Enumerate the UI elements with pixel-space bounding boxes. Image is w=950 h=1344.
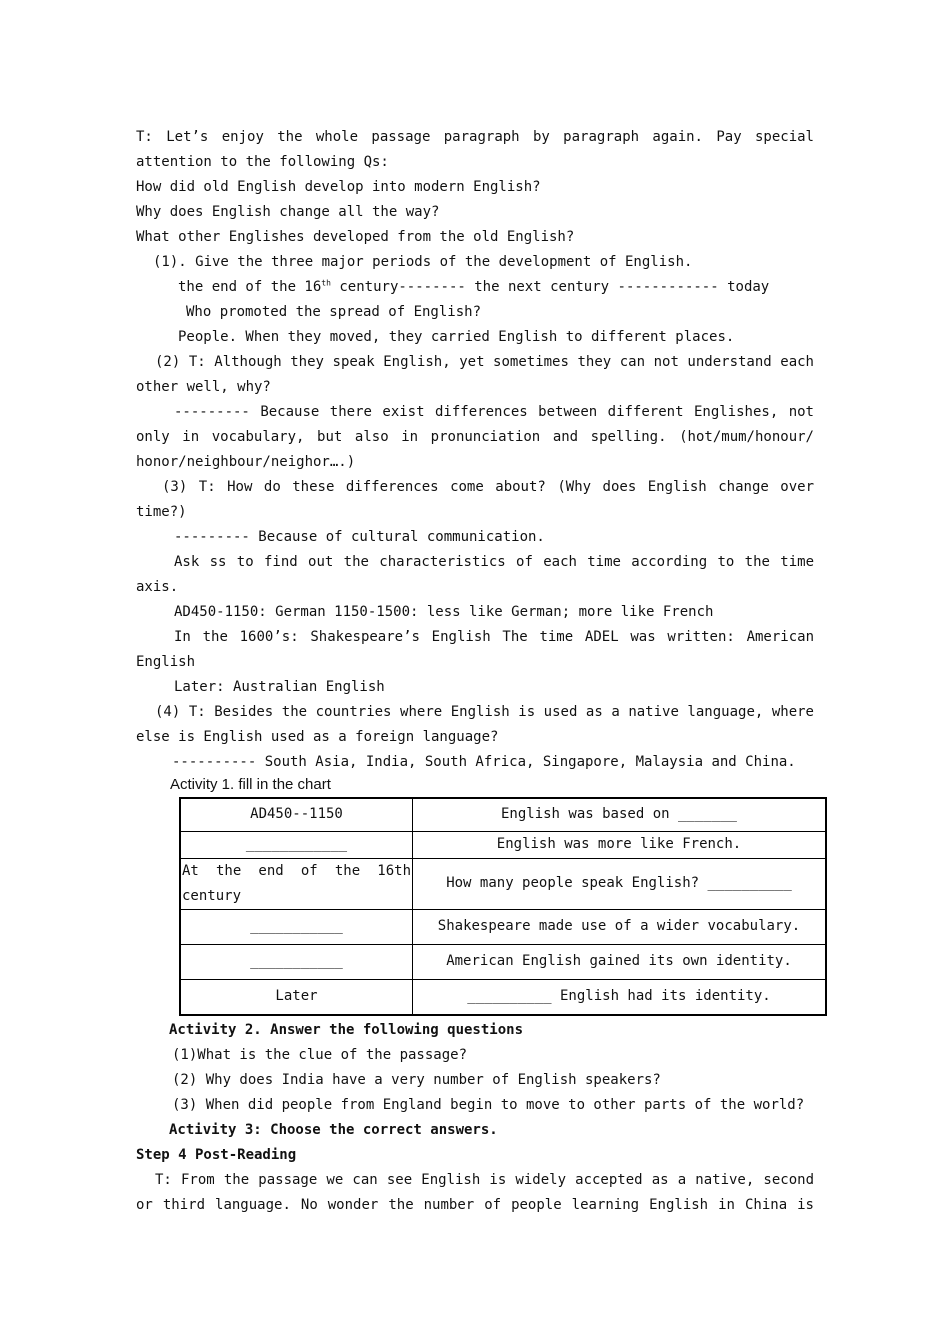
part3-line-2: time?): [136, 504, 187, 520]
part1-question: Who promoted the spread of English?: [186, 304, 482, 320]
part3-answer: --------- Because of cultural communication.: [174, 529, 545, 545]
activity2-question-2: (2) Why does India have a very number of English speakers?: [172, 1072, 661, 1088]
table-row: [180, 798, 826, 831]
activity2-title: Activity 2. Answer the following questions: [169, 1022, 524, 1038]
part3-timeline-1: AD450-1150: German 1150-1500: less like German; more like French: [174, 604, 714, 620]
step4-line-2: or third language. No wonder the number of people learning English in China is: [136, 1197, 814, 1213]
table-cell: ___________: [180, 944, 413, 979]
table-cell: AD450--1150: [180, 798, 413, 831]
part3-timeline-4: Later: Australian English: [174, 679, 385, 695]
periods-superscript: th: [321, 278, 331, 288]
part2-answer-2: only in vocabulary, but also in pronunciation and spelling. (hot/mum/honour/: [136, 429, 814, 445]
table-cell: Shakespeare made use of a wider vocabulary.: [413, 909, 827, 944]
part4-answer: ---------- South Asia, India, South Africa, Singapore, Malaysia and China.: [172, 754, 796, 770]
part3-ask-1: Ask ss to find out the characteristics of each time according to the time: [174, 554, 814, 570]
part1-title: (1). Give the three major periods of the development of English.: [153, 254, 693, 270]
periods-text-b: century-------- the next century ------------ today: [330, 279, 770, 295]
part4-line-1: (4) T: Besides the countries where English is used as a native language, where: [155, 704, 814, 720]
table-row: [180, 979, 826, 1015]
table-row: [180, 944, 826, 979]
table-cell: How many people speak English? __________: [413, 858, 827, 909]
table-cell: English was more like French.: [413, 831, 827, 858]
intro-line-2: attention to the following Qs:: [136, 154, 389, 170]
table-cell: ____________: [180, 831, 413, 858]
table-row: [180, 858, 826, 909]
intro-question-1: How did old English develop into modern English?: [136, 179, 541, 195]
part4-line-2: else is English used as a foreign language?: [136, 729, 499, 745]
table-row: [180, 909, 826, 944]
part3-timeline-2: In the 1600’s: Shakespeare’s English The time ADEL was written: American: [174, 629, 814, 645]
part3-ask-2: axis.: [136, 579, 179, 595]
part3-line-1: (3) T: How do these differences come about? (Why does English change over: [162, 479, 814, 495]
activity1-chart: [179, 797, 827, 1016]
step4-title: Step 4 Post-Reading: [136, 1147, 297, 1163]
table-row: [180, 831, 826, 858]
periods-text-a: the end of the 16: [178, 279, 322, 295]
table-cell: At the end of the 16th century: [180, 858, 413, 909]
activity2-question-3: (3) When did people from England begin to move to other parts of the world?: [172, 1097, 805, 1113]
part2-line-2: other well, why?: [136, 379, 271, 395]
intro-line-1: T: Let’s enjoy the whole passage paragraph by paragraph again. Pay special: [136, 129, 814, 145]
activity1-title: Activity 1. fill in the chart: [170, 776, 331, 793]
intro-question-3: What other Englishes developed from the old English?: [136, 229, 575, 245]
activity2-question-1: (1)What is the clue of the passage?: [172, 1047, 468, 1063]
part2-answer-3: honor/neighbour/neighor….): [136, 454, 356, 470]
table-cell: English was based on _______: [413, 798, 827, 831]
step4-line-1: T: From the passage we can see English is widely accepted as a native, second: [155, 1172, 814, 1188]
part3-timeline-3: English: [136, 654, 196, 670]
activity3-title: Activity 3: Choose the correct answers.: [169, 1122, 498, 1138]
intro-question-2: Why does English change all the way?: [136, 204, 440, 220]
part1-periods: [178, 275, 769, 300]
part1-answer: People. When they moved, they carried English to different places.: [178, 329, 735, 345]
table-cell: American English gained its own identity.: [413, 944, 827, 979]
part2-answer-1: --------- Because there exist differences between different Englishes, not: [174, 404, 814, 420]
table-cell: ___________: [180, 909, 413, 944]
part2-line-1: (2) T: Although they speak English, yet sometimes they can not understand each: [155, 354, 814, 370]
table-cell: Later: [180, 979, 413, 1015]
table-cell: __________ English had its identity.: [413, 979, 827, 1015]
